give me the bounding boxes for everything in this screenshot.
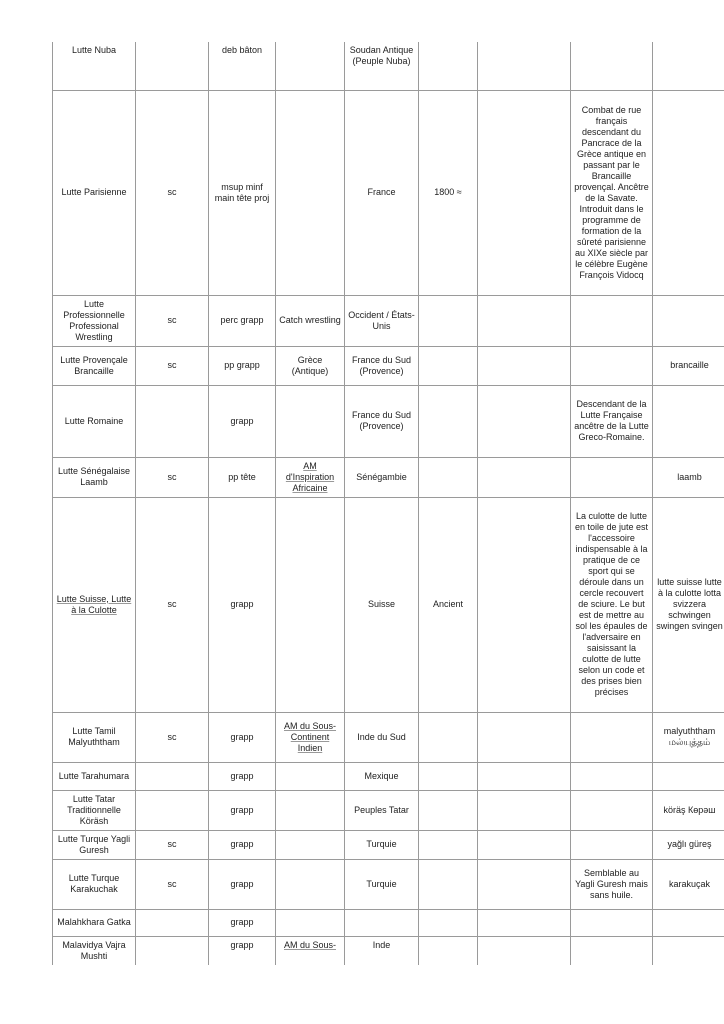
notes-cell [571,909,653,936]
type-cell [136,42,209,90]
date-cell: 1800 ≈ [419,90,478,295]
name-link-text[interactable]: Lutte Suisse, Lutte à la Culotte [56,593,132,615]
table-row [53,909,724,936]
date-cell [419,712,478,762]
region-cell: France du Sud (Provence) [345,385,419,457]
name-cell: Lutte Turque Karakuchak [53,859,136,909]
table-row [53,457,724,497]
technique-cell: grapp [209,790,276,830]
type-cell: sc [136,346,209,385]
date-cell [419,42,478,90]
notes-cell: La culotte de lutte en toile de jute est l'accessoire indispensable à la pratique de ce sport qui se déroule dans un cercle recouvert de sciure. Le but est de mettre au sol les épaules de l'adversaire en saisissant la culotte de lutte selon un code et des prises bien précises [571,497,653,712]
technique-cell: grapp [209,830,276,859]
period-cell [478,457,571,497]
type-cell [136,385,209,457]
aliases-cell [653,909,724,936]
technique-cell: perc grapp [209,295,276,346]
name-cell: Lutte Provençale Brancaille [53,346,136,385]
origin-cell: Grèce (Antique) [276,346,345,385]
name-link[interactable] [53,497,136,712]
technique-cell: grapp [209,385,276,457]
technique-cell: grapp [209,497,276,712]
aliases-cell [653,295,724,346]
notes-cell: Combat de rue français descendant du Pancrace de la Grèce antique en passant par le Brancaille provençal. Ancêtre de la Savate. Introduit dans le programme de formation de la sûreté parisienne au XIXe siècle par le célèbre Eugène François Vidocq [571,90,653,295]
region-cell: Suisse [345,497,419,712]
period-cell [478,936,571,965]
period-cell [478,42,571,90]
region-cell: Soudan Antique (Peuple Nuba) [345,42,419,90]
name-cell: Lutte Turque Yagli Guresh [53,830,136,859]
table-row [53,346,724,385]
region-cell [345,909,419,936]
name-cell: Lutte Tamil Malyuththam [53,712,136,762]
type-cell [136,762,209,790]
origin-cell [276,90,345,295]
table-row [53,295,724,346]
period-cell [478,90,571,295]
date-cell [419,859,478,909]
aliases-cell: lutte suisse lutte à la culotte lotta svizzera schwingen swingen svingen [653,497,724,712]
origin-cell [276,859,345,909]
table-row [53,712,724,762]
date-cell [419,295,478,346]
region-cell: Mexique [345,762,419,790]
origin-link-text[interactable]: AM du Sous- [283,939,337,950]
technique-cell: pp tête [209,457,276,497]
origin-link[interactable] [276,457,345,497]
region-cell: Turquie [345,830,419,859]
name-cell: Lutte Sénégalaise Laamb [53,457,136,497]
type-cell: sc [136,90,209,295]
date-cell [419,346,478,385]
table-row [53,762,724,790]
type-cell [136,909,209,936]
origin-cell [276,909,345,936]
table-row [53,936,724,965]
name-cell: Lutte Tatar Traditionnelle Köräsh [53,790,136,830]
region-cell: Sénégambie [345,457,419,497]
region-cell: Inde du Sud [345,712,419,762]
notes-cell [571,936,653,965]
name-cell: Lutte Professionnelle Professional Wrestling [53,295,136,346]
table-row [53,830,724,859]
notes-cell [571,346,653,385]
notes-cell [571,790,653,830]
notes-cell [571,42,653,90]
region-cell: France [345,90,419,295]
technique-cell: grapp [209,762,276,790]
martial-arts-table [52,42,724,965]
table-row [53,859,724,909]
aliases-cell: laamb [653,457,724,497]
period-cell [478,712,571,762]
technique-cell: deb bâton [209,42,276,90]
type-cell: sc [136,457,209,497]
period-cell [478,346,571,385]
origin-cell [276,762,345,790]
notes-cell: Semblable au Yagli Guresh mais sans huile. [571,859,653,909]
region-cell: Inde [345,936,419,965]
period-cell [478,909,571,936]
notes-cell [571,295,653,346]
notes-cell: Descendant de la Lutte Française ancêtre de la Lutte Greco-Romaine. [571,385,653,457]
origin-cell [276,497,345,712]
aliases-cell [653,90,724,295]
table-row [53,90,724,295]
name-cell: Lutte Nuba [53,42,136,90]
notes-cell [571,457,653,497]
period-cell [478,859,571,909]
type-cell [136,936,209,965]
technique-cell: grapp [209,712,276,762]
type-cell: sc [136,295,209,346]
origin-link-text[interactable]: AM du Sous-Continent Indien [283,720,337,753]
table-row [53,790,724,830]
type-cell: sc [136,859,209,909]
technique-cell: pp grapp [209,346,276,385]
type-cell [136,790,209,830]
aliases-cell [653,385,724,457]
type-cell: sc [136,830,209,859]
table-row [53,42,724,90]
origin-link-text[interactable]: AM d'Inspiration Africaine [285,460,335,493]
table-row [53,497,724,712]
origin-cell [276,790,345,830]
technique-cell: grapp [209,936,276,965]
aliases-cell [653,42,724,90]
origin-cell: Catch wrestling [276,295,345,346]
origin-link[interactable] [276,936,345,965]
period-cell [478,497,571,712]
period-cell [478,790,571,830]
date-cell [419,762,478,790]
date-cell [419,830,478,859]
period-cell [478,385,571,457]
aliases-cell: brancaille [653,346,724,385]
aliases-cell [653,762,724,790]
date-cell: Ancient [419,497,478,712]
aliases-cell: köräş Көрәш [653,790,724,830]
period-cell [478,295,571,346]
aliases-cell: yağlı güreş [653,830,724,859]
name-cell: Malavidya Vajra Mushti [53,936,136,965]
region-cell: Peuples Tatar [345,790,419,830]
table-row [53,385,724,457]
name-cell: Malahkhara Gatka [53,909,136,936]
notes-cell [571,712,653,762]
origin-cell [276,42,345,90]
period-cell [478,830,571,859]
origin-link[interactable] [276,712,345,762]
notes-cell [571,830,653,859]
origin-cell [276,830,345,859]
origin-cell [276,385,345,457]
type-cell: sc [136,712,209,762]
technique-cell: grapp [209,909,276,936]
name-cell: Lutte Romaine [53,385,136,457]
date-cell [419,385,478,457]
region-cell: France du Sud (Provence) [345,346,419,385]
date-cell [419,790,478,830]
period-cell [478,762,571,790]
date-cell [419,457,478,497]
notes-cell [571,762,653,790]
aliases-cell: malyuththam மல்யுத்தம் [653,712,724,762]
aliases-cell: karakuçak [653,859,724,909]
date-cell [419,909,478,936]
region-cell: Turquie [345,859,419,909]
technique-cell: msup minf main tête proj [209,90,276,295]
name-cell: Lutte Parisienne [53,90,136,295]
technique-cell: grapp [209,859,276,909]
type-cell: sc [136,497,209,712]
name-cell: Lutte Tarahumara [53,762,136,790]
region-cell: Occident / États-Unis [345,295,419,346]
date-cell [419,936,478,965]
aliases-cell [653,936,724,965]
